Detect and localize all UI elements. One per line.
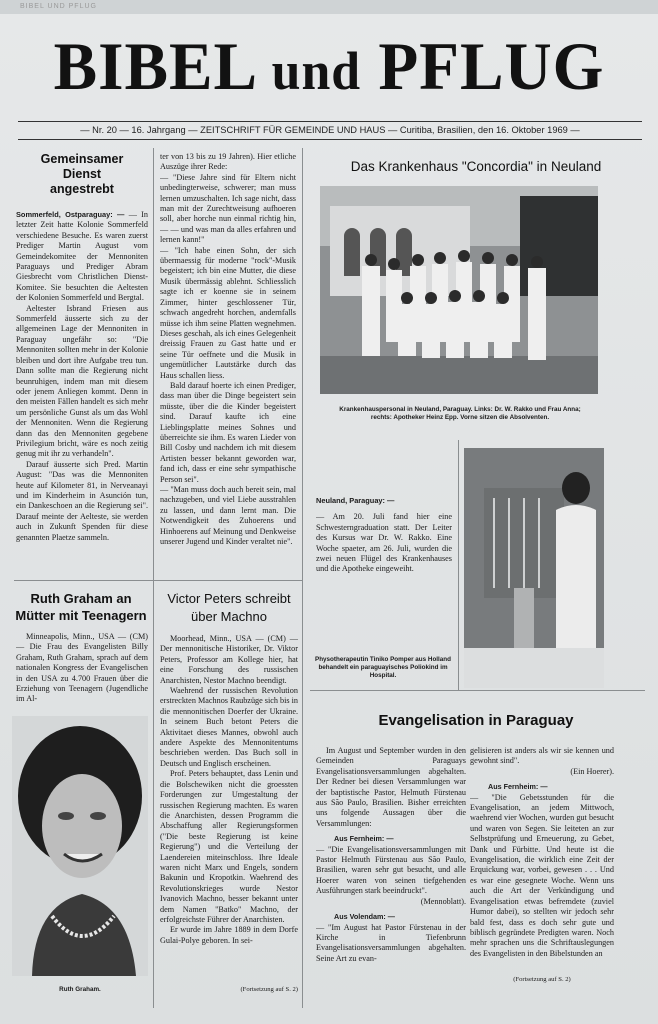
article6-source: (Mennoblatt). <box>420 896 466 906</box>
masthead-word-3: PFLUG <box>378 28 605 104</box>
article4-continued: (Fortsetzung auf S. 2) <box>240 986 298 993</box>
article1-paragraph: Darauf äusserte sich Pred. Martin August: "Das was die Mennoniten heute auf Kilometer 81, in Nerveanayi und im Kinderheim in Asunción tun, ein Dankeschoen an die Regierung sei". Darauf meinte der Aelteste, sie werden auch in Zukunft Spenden für diese genannten Plaetze sammeln. <box>16 459 148 542</box>
article6-paragraph: — "Im August hat Pastor Fürstenau in der Kirche in Tiefenbrunn Evangelisationsversammlungen abgehalten. Seine Art zu evan- <box>316 922 466 963</box>
article6-subhead: Aus Volendam: — <box>334 912 395 922</box>
article2-paragraph: Bald darauf hoerte ich einen Prediger, dass man über die Dinge begeistert sein müsste, über die die Kinder begeistert sind. Darauf kaufte ich eine Lieblingsplatte meines Sohnes und überreichte sie ihm. Es waren Lieder von Bill Cosby und nachdem ich mit diesem Artisten besser bekannt geworden war, fand ich, dass er eine sehr sympathische Person sei". <box>160 380 296 484</box>
article4-headline-line2: über Machno <box>191 609 267 624</box>
column-divider-1 <box>153 148 154 1008</box>
article4-paragraph: Er wurde im Jahre 1889 in dem Dorfe Gulai-Polye geboren. In sei- <box>160 925 298 945</box>
article6-col1 <box>316 746 466 1010</box>
article4-body <box>160 634 298 984</box>
article6-subhead: Aus Fernheim: — <box>488 782 548 792</box>
article6-paragraph: Im August und September wurden in den Gemeinden Paraguays Evangelisationsversammlungen abgehalten. Der Redner bei diesen Versammlungen war der baptistische Pastor, Helmuth Fürstenau aus São Paulo, Brasilien. Bisher erreichten uns folgende Aussagen über die Versammlungen: <box>316 746 466 828</box>
portrait-illustration <box>12 716 148 976</box>
article6-headline: Evangelisation in Paraguay <box>378 712 574 729</box>
hospital-staff-caption: Krankenhauspersonal in Neuland, Paraguay. Links: Dr. W. Rakko und Frau Anna; rechts: Apotheker Heinz Epp. Vorne sitzen die Absolventen. <box>339 406 581 421</box>
ruth-graham-caption: Ruth Graham. <box>59 986 101 993</box>
article2-paragraph: — "Ich habe einen Sohn, der sich übermaessig für moderne "rock"-Musik begeistert; ich bin eine Mutter, die diese Musik übermässig ablehnt. Schliesslich sagte ich er koenne sie in seinem Zimmer, hinter geschlossener Tür, schwach angedreht horchen, andernfalls müsse ich ihm seine Platten wegnehmen. Dieses geschah, als ich eines Gelegenheit dreissig Frauen zu Gast hatte und er seine Tür oeffnete und die Musik in ungemütlicher Lautstärke durch das Haus schallen liess. <box>160 245 296 380</box>
physiotherapy-caption: Physotherapeutin Tiniko Pomper aus Holland behandelt ein paraguayisches Poliokind im Hospital. <box>315 656 451 679</box>
article3-body <box>16 632 148 708</box>
column-divider-3 <box>458 440 459 690</box>
physiotherapy-photo <box>464 448 604 688</box>
article1-headline <box>16 152 148 197</box>
top-edge-strip: BIBEL UND PFLUG <box>0 0 658 14</box>
article1-paragraph: Aeltester Isbrand Friesen aus Sommerfeld äusserte sich zu der allgemeinen Lage der Mennoniten in Paraguay ungefähr so: "Die Mennoniten sollten mehr in der Kolonie bleiben und dort ihre Aufgabe treu tun. Dann sollte man die Regierung nicht beunruhigen, indem man mit diesem oder jenem Anliegen kommt. Denn in den meisten Fällen handelt es sich mehr um persönliche Gunst als um das Wohl der Mennoniten. Wenn die Regierung dann das den Mennoniten gegebene Privilegium bricht, wäre es noch zeitig genug mit ihr zu verhandeln". <box>16 303 148 459</box>
article4-headline-line1: Victor Peters schreibt <box>167 591 291 606</box>
article4-headline <box>160 590 298 626</box>
article1-headline-line3: angestrebt <box>50 182 114 196</box>
article5-dateline: Neuland, Paraguay: — <box>316 496 395 505</box>
article6-paragraph: — "Die Evangelisationsversammlungen mit Pastor Helmuth Fürstenau aus São Paulo, Brasilien, waren sehr gut besucht, und alle Hoerer waren von seinen tiefgehenden Ausführungen stark beeindruckt". <box>316 844 466 896</box>
ruth-graham-photo <box>12 716 148 976</box>
article2-paragraph: ter von 13 bis zu 19 Jahren). Hier etliche Auszüge ihrer Rede: <box>160 152 296 172</box>
masthead-word-2: und <box>271 41 362 101</box>
article2-paragraph: — "Diese Jahre sind für Eltern nicht unbedingterweise, schwerer; man muss lernen umzuschalten. Ich sage nicht, dass man mit der Zurechtweisung aufhoeren soll, aber horche nun einmal richtig hin, — — und was man da alles erfahren und lernen kann!" <box>160 172 296 245</box>
article5-headline: Das Krankenhaus "Concordia" in Neuland <box>350 159 602 174</box>
masthead-rule-top <box>18 121 642 122</box>
article5-paragraph: — Am 20. Juli fand hier eine Schwesterngraduation statt. Der Leiter des Kursus war Dr. W. Rakko. Eine Woche spaeter, am 26. Juli, wurden die zwei neuen Flügel des Krankenhauses und die Apotheke eingeweiht. <box>316 512 452 574</box>
article1-paragraph: — In letzter Zeit hatte Kolonie Sommerfeld verschiedene Besuche. Es waren zuerst Prediger Martin August vom Gemeindekomitee der Mennoniten Paraguays und Prediger Abram Giesbrecht vom Christlichen Dienst-Komitee. Sie besuchten die Aeltesten der Kolonien Sommerfeld und Bergtal. <box>16 210 148 303</box>
physiotherapy-illustration <box>464 448 604 688</box>
article1-dateline: Sommerfeld, Ostparaguay: — <box>16 210 125 219</box>
masthead-rule-bottom <box>18 139 642 140</box>
article1-headline-line1: Gemeinsamer <box>40 152 124 166</box>
article4-paragraph: Waehrend der russischen Revolution erstreckten Machnos Raubzüge sich bis in die mennonitischen Doerfer der Ukraine. In seinem Buch betont Peters die Aktivitaet dieses Mannes, obwohl auch andere Aspekte des Mennonitentums beschrieben werden. Das Buch soll in Deutsch und Englisch erscheinen. <box>160 686 298 768</box>
article2-paragraph: — "Man muss doch auch bereit sein, mal nachzugeben, und viel Liebe ausstrahlen zu lassen, und dann lernt man. Die Notwendigkeit des Zuhoerens und Hinhoerens auf Meinung und Denkweise unserer Jugend und Kinder veraltet nie". <box>160 485 296 547</box>
article6-paragraph: — "Die Gebetsstunden für die Evangelisation, an jedem Mittwoch, waehrend vier Wochen, wurden gut besucht und waren von Segen. Sie leiteten an zur Selbstprüfung und Erneuerung, zu Gebet, Dank und Fürbitte. Und heute ist die Evangelisation, die wirklich eine Zeit der Erquickung war, vorbei, gewesen . . . Und es war eine gesegnete Woche. Wenn uns auch die Art der Verkündigung und Evangelisation etwas befremdete (zuviel Humor dabei), so stellten wir jedoch sehr bald fest, dass es doch sehr gute und biblisch gegründete Predigten waren. Noch mehr sprachen uns die Schriftauslegungen des Evangelisten in den Bibelstunden an <box>470 792 614 958</box>
article6-source: (Ein Hoerer). <box>570 766 614 776</box>
row-divider-right <box>310 690 645 691</box>
hospital-staff-illustration <box>320 186 598 394</box>
article6-subhead: Aus Fernheim: — <box>334 834 394 844</box>
hospital-staff-photo <box>320 186 598 394</box>
article3-headline-line2: Mütter mit Teenagern <box>15 608 147 623</box>
column-divider-2 <box>302 148 303 1008</box>
masthead <box>27 30 632 107</box>
article1-body <box>16 210 148 572</box>
article2-body <box>160 152 296 572</box>
masthead-word-1: BIBEL <box>53 28 255 104</box>
article6-paragraph: gelisieren ist anders als wir sie kennen und gewohnt sind". <box>470 746 614 766</box>
issue-line: — Nr. 20 — 16. Jahrgang — ZEITSCHRIFT FÜR GEMEINDE UND HAUS — Curitiba, Brasilien, den 16. Oktober 1969 — <box>80 125 580 135</box>
article6-continued: (Fortsetzung auf S. 2) <box>513 976 571 983</box>
article3-headline <box>12 590 150 624</box>
row-divider-left <box>14 580 302 581</box>
article4-paragraph: Moorhead, Minn., USA — (CM) — Der mennonitische Historiker, Dr. Viktor Peters, Professor am Kollege hier, hat eine Forschung des russischen Anarchisten, Nestor Machno beendigt. <box>160 634 298 685</box>
article6-col2 <box>470 746 614 978</box>
article5-body <box>316 496 452 606</box>
article4-paragraph: Prof. Peters behauptet, dass Lenin und die Bolschewiken nicht die groessten Forderungen zur Umgestaltung der russischen Regierung machten. Es waren die Anarchisten, dessen Programm die Abschaffung aller Regierungsformen ("Die beste Regierung ist keine Regierung") und die Verteilung der Laendereien miteinschloss. Ihre Ideale waren nicht Marx und Engels, sondern Bakunin und Kropotkin. Waehrend des Revolutionskrieges wurde Nestor Ivanovich Machno, besser bekannt unter dem Namen "Batko" Machno, der erfolgreichste Führer der Anarchisten. <box>160 769 298 924</box>
article3-paragraph: Minneapolis, Minn., USA — (CM) — Die Frau des Evangelisten Billy Graham, Ruth Graham, sprach auf dem nationalen Kongress der Evangelischen in den USA zu 4.700 Frauen über die Erziehung von Teenagern (Jugendliche im Al- <box>16 632 148 704</box>
article1-headline-line2: Dienst <box>62 167 102 181</box>
article3-headline-line1: Ruth Graham an <box>30 591 132 606</box>
